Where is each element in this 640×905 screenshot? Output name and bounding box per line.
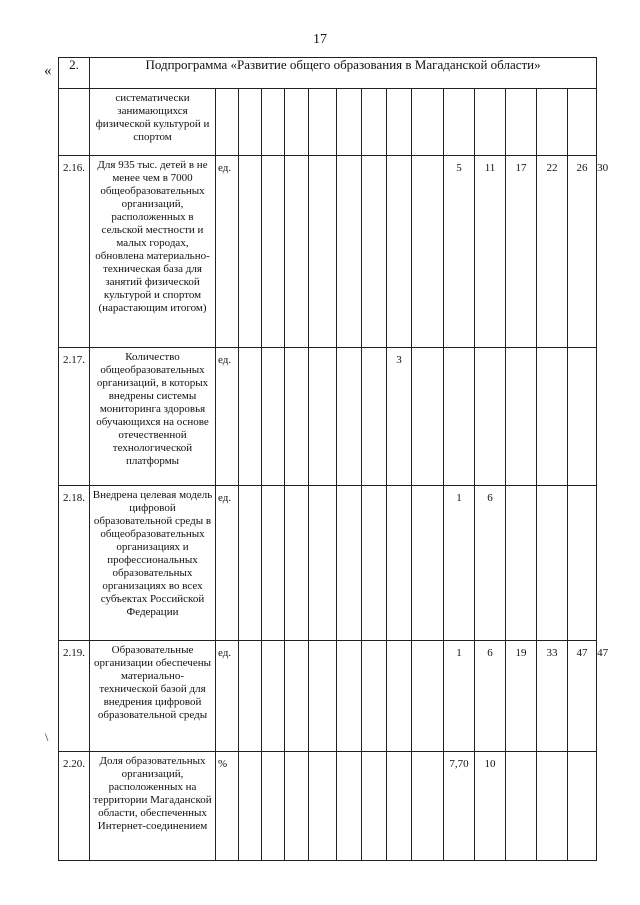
section-title: Подпрограмма «Развитие общего образования в Магаданской области» (90, 58, 597, 89)
value-cell (262, 348, 285, 486)
value-cell: 22 (537, 156, 568, 348)
value-cell (362, 348, 387, 486)
value-cell: 7,70 (444, 752, 475, 861)
value-cell (412, 486, 444, 641)
value-cell (309, 89, 337, 156)
value-cell (537, 752, 568, 861)
value-cell (239, 348, 262, 486)
table-row (59, 89, 597, 156)
value-cell (309, 641, 337, 752)
value-cell (239, 156, 262, 348)
value-cell (475, 89, 506, 156)
value-cell (568, 348, 597, 486)
value-cell (239, 641, 262, 752)
value-cell (285, 156, 309, 348)
value-cell: 6 (475, 641, 506, 752)
section-header-row (59, 58, 597, 89)
value-cell (444, 89, 475, 156)
unit-of-measure: ед. (216, 348, 239, 486)
indicator-description: Количество общеобразовательных организаций, в которых внедрены системы мониторинга здоровья обучающихся на основе отечественной технологической платформы (90, 348, 216, 486)
value-cell (506, 89, 537, 156)
value-cell: 33 (537, 641, 568, 752)
value-cell (309, 752, 337, 861)
indicators-table (58, 57, 609, 861)
indicator-description: Образовательные организации обеспечены материально-технической базой для внедрения цифровой образовательной среды (90, 641, 216, 752)
indicator-description: Доля образовательных организаций, расположенных на территории Магаданской области, обеспеченных Интернет-соединением (90, 752, 216, 861)
row-number: 2.20. (59, 752, 90, 861)
value-cell (337, 752, 362, 861)
unit-of-measure: ед. (216, 156, 239, 348)
value-cell (387, 641, 412, 752)
value-cell (362, 641, 387, 752)
page-number: 17 (313, 32, 327, 47)
row-number: 2.19. (59, 641, 90, 752)
value-cell (239, 486, 262, 641)
value-cell (309, 348, 337, 486)
value-cell (387, 752, 412, 861)
value-cell (387, 156, 412, 348)
value-cell: 19 (506, 641, 537, 752)
unit-of-measure (216, 89, 239, 156)
indicator-description: систематически занимающихся физической культурой и спортом (90, 89, 216, 156)
value-cell (262, 752, 285, 861)
value-cell (412, 156, 444, 348)
value-cell: 3 (387, 348, 412, 486)
value-cell: 10 (475, 752, 506, 861)
row-number (59, 89, 90, 156)
value-cell (506, 752, 537, 861)
value-cell (337, 348, 362, 486)
value-cell: 47 (568, 641, 597, 752)
value-cell: 26 (568, 156, 597, 348)
value-cell (362, 486, 387, 641)
value-cell (285, 486, 309, 641)
value-cell (444, 348, 475, 486)
opening-quote-mark: « (44, 63, 52, 79)
value-cell (262, 486, 285, 641)
value-cell (262, 89, 285, 156)
value-cell (387, 89, 412, 156)
row-number: 2.17. (59, 348, 90, 486)
value-cell (337, 641, 362, 752)
value-cell (285, 348, 309, 486)
value-cell (285, 641, 309, 752)
value-cell (362, 156, 387, 348)
value-cell (337, 486, 362, 641)
value-cell (387, 486, 412, 641)
value-cell (309, 156, 337, 348)
value-cell (537, 89, 568, 156)
value-cell (412, 752, 444, 861)
margin-mark: \ (45, 730, 49, 744)
value-cell: 1 (444, 641, 475, 752)
value-cell (337, 89, 362, 156)
indicator-description: Для 935 тыс. детей в не менее чем в 7000 общеобразовательных организаций, расположенных в сельской местности и малых городах, обновлена материально-техническая база для занятий физической культурой и спортом (нарастающим итогом) (90, 156, 216, 348)
value-cell: 6 (475, 486, 506, 641)
table-row: 2.16. Для 935 тыс. детей в не менее чем в 7000 общеобразовательных организаций, расположенных в сельской местности и малых городах, обновлена материально-техническая база для занятий физической культурой и спортом (нарастающим итогом) ед. 5 11 17 22 26 30 (59, 156, 597, 348)
value-cell (537, 486, 568, 641)
table-row (59, 348, 597, 486)
value-cell (568, 752, 597, 861)
value-cell: 17 (506, 156, 537, 348)
value-cell (262, 641, 285, 752)
value-cell (262, 156, 285, 348)
row-number: 2.16. (59, 156, 90, 348)
value-cell (537, 348, 568, 486)
table-row (59, 752, 597, 861)
value-cell (568, 89, 597, 156)
value-cell (362, 752, 387, 861)
value-cell: 1 (444, 486, 475, 641)
value-cell (412, 348, 444, 486)
value-cell (568, 486, 597, 641)
value-cell (239, 89, 262, 156)
value-cell (239, 752, 262, 861)
section-number: 2. (59, 58, 90, 89)
value-cell: 5 (444, 156, 475, 348)
unit-of-measure: % (216, 752, 239, 861)
value-cell (412, 641, 444, 752)
value-cell (285, 89, 309, 156)
row-number: 2.18. (59, 486, 90, 641)
value-cell (362, 89, 387, 156)
value-cell (506, 348, 537, 486)
value-cell (412, 89, 444, 156)
value-cell (285, 752, 309, 861)
unit-of-measure: ед. (216, 486, 239, 641)
value-cell: 11 (475, 156, 506, 348)
indicator-description: Внедрена целевая модель цифровой образовательной среды в общеобразовательных организациях и профессиональных образовательных организациях во всех субъектах Российской Федерации (90, 486, 216, 641)
value-cell (506, 486, 537, 641)
unit-of-measure: ед. (216, 641, 239, 752)
value-cell (337, 156, 362, 348)
value-cell (309, 486, 337, 641)
table-row: 2.19. Образовательные организации обеспечены материально-технической базой для внедрения цифровой образовательной среды ед. 1 6 19 33 47 47 (59, 641, 597, 752)
value-cell (475, 348, 506, 486)
table-row (59, 486, 597, 641)
